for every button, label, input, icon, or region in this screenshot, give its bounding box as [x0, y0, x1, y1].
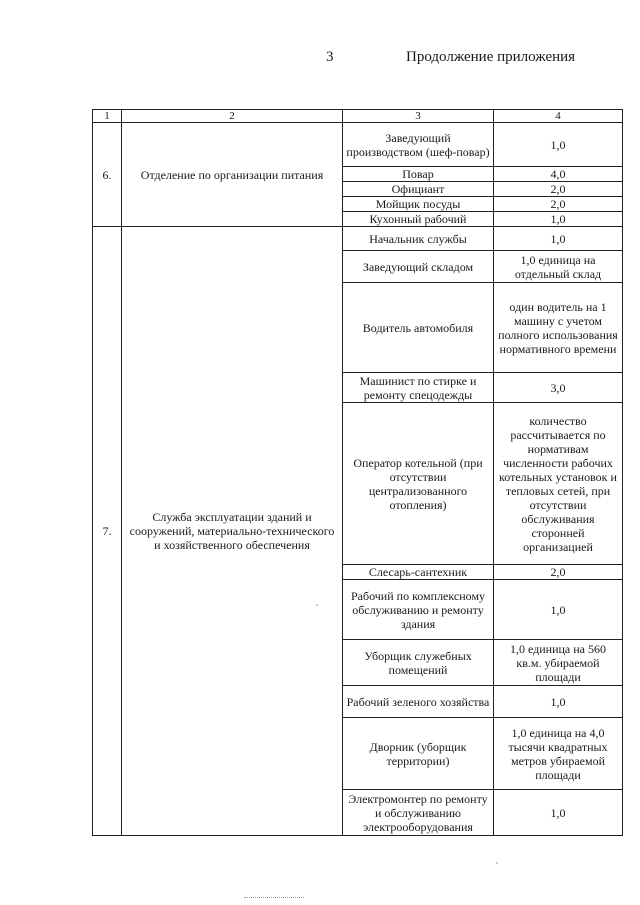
norm-cell: 1,0 единица на отдельный склад: [494, 251, 623, 283]
group-number: 7.: [93, 227, 122, 836]
norm-cell: 1,0: [494, 686, 623, 718]
position-cell: Уборщик служебных помещений: [343, 640, 494, 686]
table-row: [93, 227, 623, 251]
column-header-2: 2: [122, 110, 343, 123]
column-header-1: 1: [93, 110, 122, 123]
position-cell: Кухонный рабочий: [343, 212, 494, 227]
norm-cell: количество рассчитывается по нормативам численности рабочих котельных установок и тепловых сетей, при отсутствии обслуживания сторонней организацией: [494, 403, 623, 565]
position-cell: Оператор котельной (при отсутствии централизованного отопления): [343, 403, 494, 565]
norm-cell: 1,0: [494, 790, 623, 836]
norm-cell: 4,0: [494, 167, 623, 182]
position-cell: Электромонтер по ремонту и обслуживанию электрооборудования: [343, 790, 494, 836]
table-row: [93, 123, 623, 167]
unit-name: Отделение по организации питания: [122, 123, 343, 227]
norm-cell: 2,0: [494, 182, 623, 197]
norm-cell: 2,0: [494, 197, 623, 212]
column-header-row: [93, 110, 623, 123]
position-cell: Заведующий производством (шеф-повар): [343, 123, 494, 167]
position-cell: Мойщик посуды: [343, 197, 494, 212]
norm-cell: 1,0: [494, 212, 623, 227]
position-cell: Рабочий по комплексному обслуживанию и ремонту здания: [343, 580, 494, 640]
norm-cell: 1,0 единица на 560 кв.м. убираемой площади: [494, 640, 623, 686]
norm-cell: 3,0: [494, 373, 623, 403]
page-number: 3: [326, 49, 334, 65]
continuation-title: Продолжение приложения: [406, 49, 576, 65]
position-cell: Официант: [343, 182, 494, 197]
scan-speck: [316, 604, 318, 606]
norm-cell: 1,0: [494, 227, 623, 251]
norm-cell: 1,0: [494, 580, 623, 640]
position-cell: Машинист по стирке и ремонту спецодежды: [343, 373, 494, 403]
position-cell: Дворник (уборщик территории): [343, 718, 494, 790]
norm-cell: 1,0 единица на 4,0 тысячи квадратных метров убираемой площади: [494, 718, 623, 790]
position-cell: Начальник службы: [343, 227, 494, 251]
norm-cell: один водитель на 1 машину с учетом полного использования нормативного времени: [494, 283, 623, 373]
scan-speck: [496, 862, 498, 864]
column-header-4: 4: [494, 110, 623, 123]
scan-artifact-line: [244, 897, 304, 900]
group-number: 6.: [93, 123, 122, 227]
position-cell: Водитель автомобиля: [343, 283, 494, 373]
staffing-table: [92, 109, 623, 836]
unit-name: Служба эксплуатации зданий и сооружений, материально-технического и хозяйственного обеспечения: [122, 227, 343, 836]
position-cell: Слесарь-сантехник: [343, 565, 494, 580]
column-header-3: 3: [343, 110, 494, 123]
norm-cell: 2,0: [494, 565, 623, 580]
position-cell: Повар: [343, 167, 494, 182]
position-cell: Заведующий складом: [343, 251, 494, 283]
norm-cell: 1,0: [494, 123, 623, 167]
position-cell: Рабочий зеленого хозяйства: [343, 686, 494, 718]
